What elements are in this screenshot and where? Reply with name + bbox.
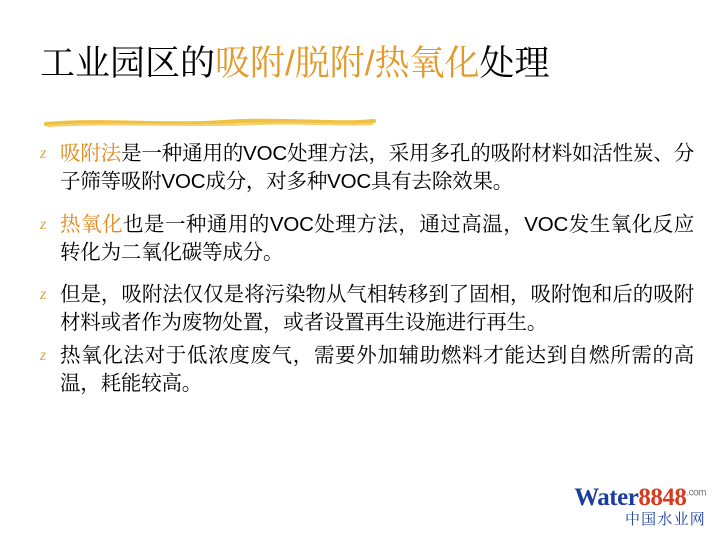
title-separator-2: /	[364, 44, 375, 83]
page-title	[40, 42, 690, 86]
list-item	[34, 211, 694, 268]
bullet-marker-icon: z	[40, 145, 47, 162]
list-item	[34, 140, 694, 197]
title-part-2: 处理	[479, 44, 550, 83]
logo-wordmark	[574, 485, 706, 511]
bullet-body: 也是一种通用的VOC处理方法，通过高温，VOC发生氧化反应转化为二氧化碳等成分。	[60, 212, 695, 264]
title-accent-1: 吸附	[215, 44, 286, 83]
bullet-accent: 吸附法	[60, 142, 122, 165]
title-underline-decoration	[44, 118, 376, 127]
bullet-list	[34, 140, 694, 412]
list-item	[34, 342, 694, 399]
bullet-body: 但是，吸附法仅仅是将污染物从气相转移到了固相，吸附饱和后的吸附材料或者作为废物处置，或者设置再生设施进行再生。	[60, 283, 694, 335]
title-part-1: 工业园区的	[40, 44, 216, 83]
title-accent-2: 脱附	[294, 44, 365, 83]
logo-number-text: 8848	[638, 484, 687, 511]
bullet-marker-icon: z	[40, 286, 47, 304]
site-logo	[574, 485, 706, 528]
list-item	[34, 281, 694, 338]
title-separator-1: /	[285, 44, 295, 83]
title-accent-3: 热氧化	[374, 44, 480, 83]
bullet-body: 是一种通用的VOC处理方法，采用多孔的吸附材料如活性炭、分子筛等吸附VOC成分，对多种VOC具有去除效果。	[60, 142, 695, 194]
bullet-text	[60, 211, 694, 268]
bullet-text	[60, 140, 694, 197]
bullet-body: 热氧化法对于低浓度废气，需要外加辅助燃料才能达到自燃所需的高温，耗能较高。	[60, 343, 694, 395]
logo-water-text: Water	[574, 484, 639, 511]
logo-subtitle: 中国水业网	[624, 511, 706, 529]
bullet-marker-icon: z	[40, 215, 47, 233]
bullet-accent: 热氧化	[60, 212, 123, 236]
bullet-text	[60, 342, 694, 399]
logo-dotcom-text: .com	[686, 487, 706, 499]
bullet-text	[60, 281, 694, 338]
bullet-marker-icon: z	[40, 346, 47, 364]
